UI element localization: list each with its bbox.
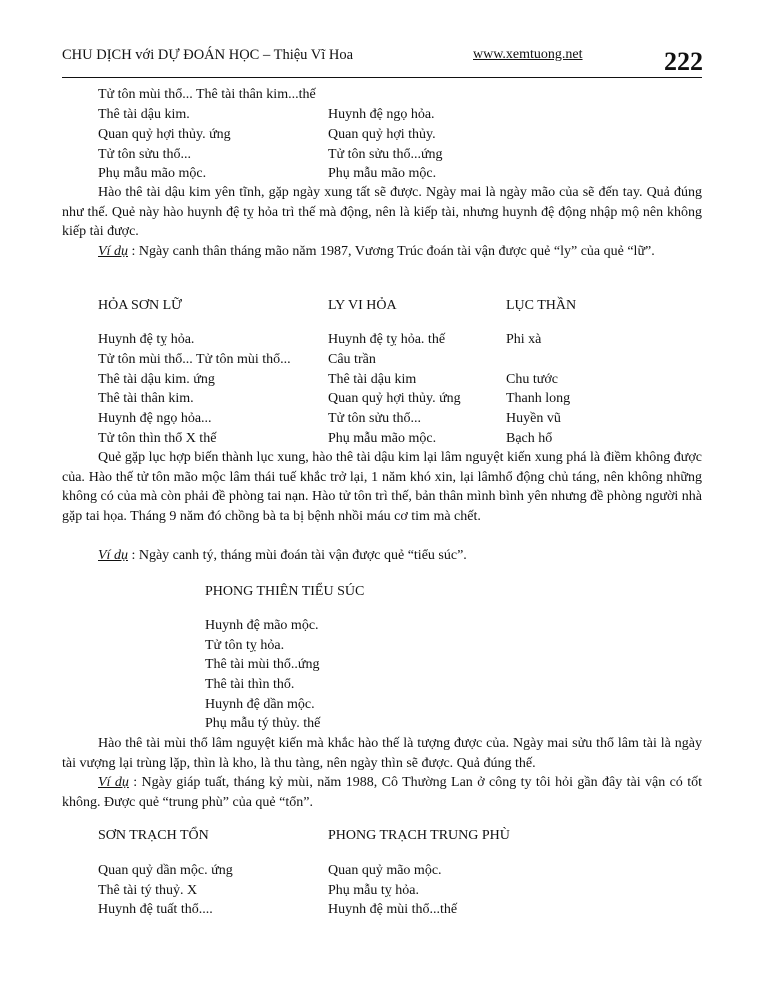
example-paragraph: [62, 546, 702, 566]
hexagram-title: PHONG THIÊN TIỂU SÚC: [205, 584, 365, 599]
table-cell: Huynh đệ tỵ hỏa.: [98, 332, 195, 347]
table-cell: Thê tài thân kim.: [98, 391, 194, 406]
hexagram-line: Huynh đệ dần mộc.: [205, 697, 315, 712]
example-label: Ví dụ: [98, 244, 128, 259]
column-header: HỎA SƠN LỮ: [98, 298, 182, 313]
table-cell: Quan quỷ dần mộc. ứng: [98, 863, 233, 878]
table-cell: Tử tôn thìn thổ X thế: [98, 431, 217, 446]
page-number: 222: [664, 47, 703, 76]
table-cell: Thê tài dậu kim. ứng: [98, 372, 215, 387]
book-title: CHU DỊCH với DỰ ĐOÁN HỌC – Thiệu Vĩ Hoa: [62, 47, 354, 63]
body-paragraph: Hào thê tài mùi thổ lâm nguyệt kiến mà khắc hào thế là tượng được của. Ngày mai sửu thổ lâm tài là ngày tài vượng lại trùng lặp, thìn là kho, là thu tàng, nên ngày thìn sẽ được. Quả đúng thế.: [62, 736, 702, 771]
table-cell: Huynh đệ ngọ hỏa...: [98, 411, 212, 426]
column-header: LY VI HỎA: [328, 298, 397, 313]
table-cell: Phụ mẫu tỵ hỏa.: [328, 883, 419, 898]
hexagram-line: Phụ mẫu tý thủy. thế: [205, 716, 321, 731]
table-cell: Bạch hổ: [506, 431, 553, 446]
table-cell: Thê tài dậu kim: [328, 372, 417, 387]
hexagram-line: Thê tài thìn thổ.: [205, 677, 295, 692]
body-paragraph: Hào thê tài dậu kim yên tĩnh, gặp ngày xung tất sẽ được. Ngày mai là ngày mão của sẽ đến tay. Quả đúng như thế. Quẻ này hào huynh đệ tỵ hỏa trì thế mà động, nên là kiếp tài, nhưng huynh đệ động nhập mộ nên không kiếp tài được.: [62, 185, 702, 239]
example-paragraph: [62, 242, 702, 262]
hexagram-line: Huynh đệ mão mộc.: [205, 618, 319, 633]
hexagram-line: Thê tài dậu kim.: [98, 107, 190, 122]
hexagram-line: Tử tôn mùi thổ... Thê tài thân kim...thế: [98, 87, 316, 102]
column-header: LỤC THẦN: [506, 298, 577, 313]
table-cell: Quan quỷ hợi thủy. ứng: [328, 391, 461, 406]
column-header: SƠN TRẠCH TỔN: [98, 828, 209, 843]
table-cell: Huynh đệ tuất thổ....: [98, 902, 213, 917]
header-divider: [62, 77, 702, 78]
table-cell: Phi xà: [506, 332, 542, 347]
example-label: Ví dụ: [98, 775, 129, 790]
hexagram-line: Tử tôn sửu thổ...ứng: [328, 147, 443, 162]
hexagram-line: Tử tôn tỵ hỏa.: [205, 638, 285, 653]
table-cell: Phụ mẫu mão mộc.: [328, 431, 437, 446]
table-cell: Huyền vũ: [506, 411, 561, 426]
example-text: : Ngày canh thân tháng mão năm 1987, Vương Trúc đoán tài vận được quẻ “ly” của quẻ “lữ”.: [127, 244, 655, 259]
column-header: PHONG TRẠCH TRUNG PHÙ: [328, 828, 510, 843]
example-text: : Ngày giáp tuất, tháng kỷ mùi, năm 1988, Cô Thường Lan ở công ty tôi hỏi gần đây tài vận có tốt không. Được quẻ “trung phù” của quẻ “tổn”.: [62, 775, 702, 810]
table-cell: Huynh đệ mùi thổ...thế: [328, 902, 458, 917]
table-cell: Quan quỷ mão mộc.: [328, 863, 442, 878]
hexagram-line: Phụ mẫu mão mộc.: [328, 166, 437, 181]
table-cell: Tử tôn sửu thổ...: [328, 411, 421, 426]
example-paragraph: [62, 773, 702, 812]
example-label: Ví dụ: [98, 548, 128, 563]
table-cell: Huynh đệ tỵ hỏa. thế: [328, 332, 446, 347]
hexagram-line: Huynh đệ ngọ hỏa.: [328, 107, 435, 122]
table-cell: Tử tôn mùi thổ... Tử tôn mùi thổ...: [98, 352, 291, 367]
website-link[interactable]: www.xemtuong.net: [473, 47, 583, 62]
hexagram-line: Tử tôn sửu thổ...: [98, 147, 191, 162]
hexagram-line: Quan quỷ hợi thủy.: [328, 127, 436, 142]
table-cell: Chu tước: [506, 372, 558, 387]
body-paragraph: Quẻ gặp lục hợp biến thành lục xung, hào thê tài dậu kim lại lâm nguyệt kiến xung phá là điềm không được của. Hào thế tử tôn mão mộc lâm thái tuế khắc trở lại, 1 năm khó xin, lại lâmhổ động chủ táng, nên không những không có của mà còn phải đề phòng tai nạn. Hào tử tôn trì thế, bản thân mình bình yên nhưng đề phòng người nhà gặp tai họa. Tháng 9 năm đó chồng bà ta bị bệnh nhồi máu cơ tim mà chết.: [62, 450, 702, 524]
example-text: : Ngày canh tý, tháng mùi đoán tài vận được quẻ “tiểu súc”.: [127, 548, 467, 563]
table-cell: Thanh long: [506, 391, 571, 406]
hexagram-line: Quan quỷ hợi thủy. ứng: [98, 127, 231, 142]
table-cell: Thê tài tý thuỷ. X: [98, 883, 198, 898]
table-cell: Câu trần: [328, 352, 376, 367]
hexagram-line: Phụ mẫu mão mộc.: [98, 166, 207, 181]
hexagram-line: Thê tài mùi thổ..ứng: [205, 657, 320, 672]
